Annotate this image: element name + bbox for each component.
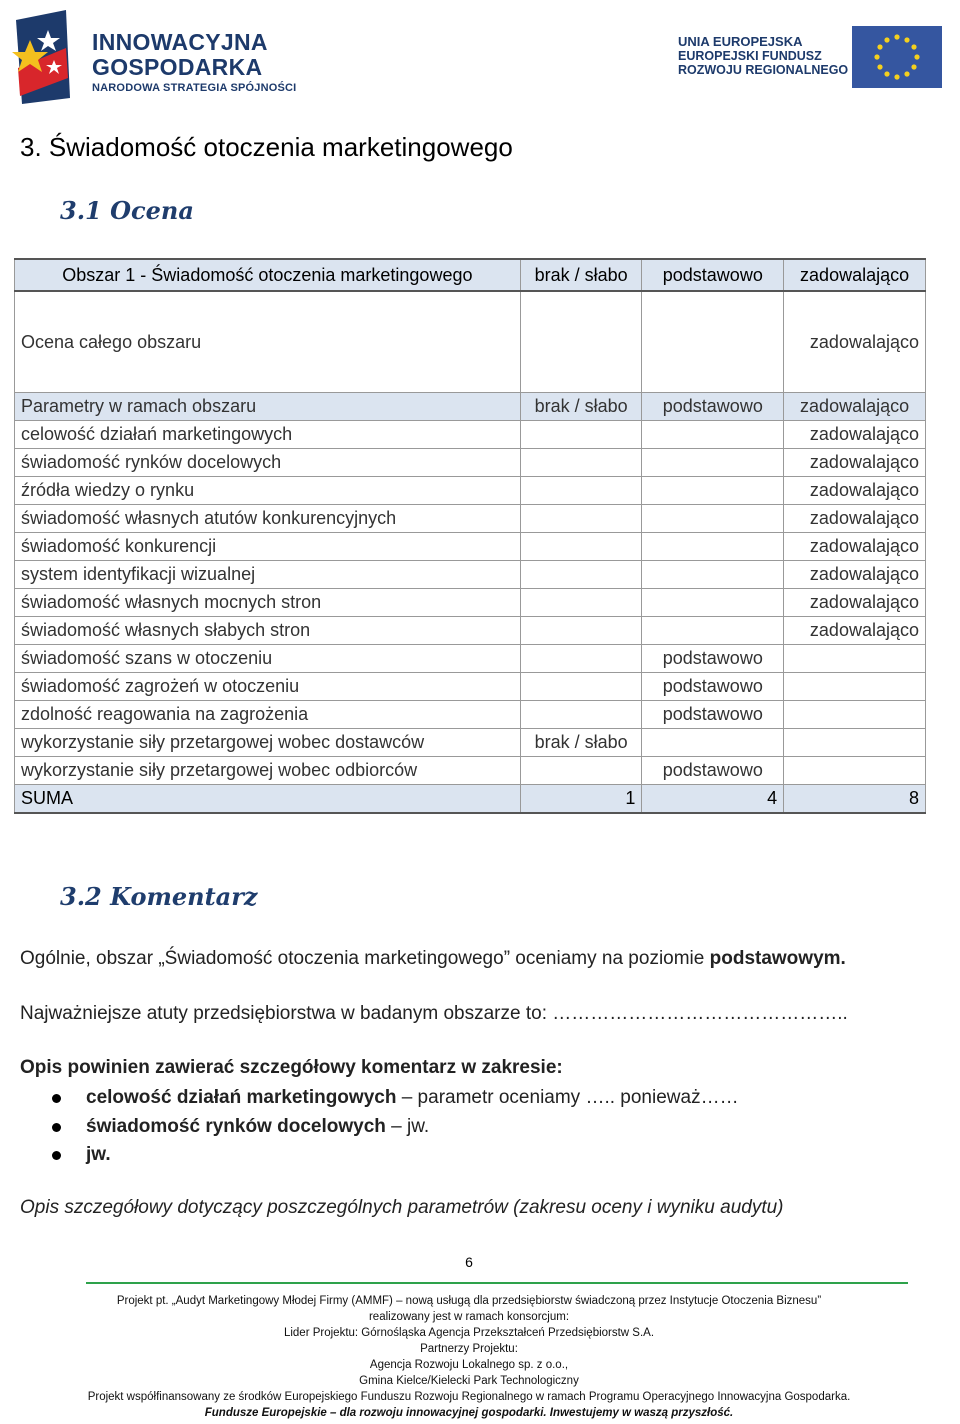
parameter-label: system identyfikacji wizualnej [15, 561, 521, 589]
table-row [15, 757, 926, 785]
comment-bullet-list [48, 1086, 739, 1172]
header-cell: brak / słabo [520, 259, 642, 291]
page-footer [60, 1293, 878, 1421]
page-number: 6 [465, 1254, 473, 1270]
rating-cell: brak / słabo [520, 729, 642, 757]
footer-divider [86, 1282, 908, 1284]
parameter-label: wykorzystanie siły przetargowej wobec dostawców [15, 729, 521, 757]
bullet-bold: celowość działań marketingowych [86, 1087, 397, 1108]
list-item [48, 1086, 739, 1115]
footer-line: Projekt współfinansowany ze środków Europejskiego Funduszu Rozwoju Regionalnego w ramach Programu Operacyjnego Innowacyjna Gospodarka. [87, 1391, 851, 1403]
rating-cell [520, 505, 642, 533]
rating-cell: zadowalająco [784, 617, 926, 645]
list-item [48, 1115, 739, 1144]
sum-value: 8 [784, 785, 926, 814]
parameter-label: świadomość własnych mocnych stron [15, 589, 521, 617]
bullet-text: – parametr oceniamy ….. ponieważ…… [396, 1087, 739, 1108]
rating-cell [642, 505, 784, 533]
rating-cell [520, 645, 642, 673]
eu-logo-text [678, 34, 848, 77]
rating-cell [642, 421, 784, 449]
parameter-label: świadomość własnych atutów konkurencyjnych [15, 505, 521, 533]
footer-line: Partnerzy Projektu: [420, 1343, 518, 1355]
overall-rating-row [15, 291, 926, 393]
header-cell: brak / słabo [520, 393, 642, 421]
section-title: 3. Świadomość otoczenia marketingowego [20, 132, 513, 162]
innowacyjna-gospodarka-logo [8, 8, 308, 106]
eu-fund-logo [662, 18, 946, 98]
rating-cell [520, 757, 642, 785]
eu-flag-icon [852, 26, 942, 88]
rating-cell: zadowalająco [784, 477, 926, 505]
parameters-header-row [15, 393, 926, 421]
header-cell: podstawowo [642, 393, 784, 421]
logo-line: NARODOWA STRATEGIA SPÓJNOŚCI [92, 82, 297, 94]
rating-cell: podstawowo [642, 757, 784, 785]
sum-value: 1 [520, 785, 642, 814]
rating-cell: zadowalająco [784, 533, 926, 561]
subsection-title-ocena: 3.1 Ocena [60, 196, 194, 225]
rating-cell [784, 701, 926, 729]
rating-cell [520, 449, 642, 477]
footer-line: Agencja Rozwoju Lokalnego sp. z o.o., [369, 1359, 569, 1371]
footer-line: realizowany jest w ramach konsorcjum: [368, 1311, 570, 1323]
parameter-label: wykorzystanie siły przetargowej wobec odbiorców [15, 757, 521, 785]
summary-paragraph [20, 948, 846, 970]
table-row [15, 477, 926, 505]
strengths-paragraph: Najważniejsze atuty przedsiębiorstwa w badanym obszarze to: ……………………………………….. [20, 1003, 848, 1024]
footer-line: Fundusze Europejskie – dla rozwoju innowacyjnej gospodarki. Inwestujemy w waszą przyszłość. [204, 1407, 734, 1419]
detailed-description-note: Opis szczegółowy dotyczący poszczególnych parametrów (zakresu oceny i wyniku audytu) [20, 1197, 784, 1218]
rating-cell [642, 477, 784, 505]
parameter-label: zdolność reagowania na zagrożenia [15, 701, 521, 729]
subsection-title-komentarz: 3.2 Komentarz [60, 882, 258, 911]
parameter-label: świadomość własnych słabych stron [15, 617, 521, 645]
table-row [15, 645, 926, 673]
header-cell: podstawowo [642, 259, 784, 291]
rating-cell [520, 673, 642, 701]
eu-logo-line: ROZWOJU REGIONALNEGO [678, 63, 849, 77]
bullet-icon [52, 1094, 61, 1103]
footer-line: Lider Projektu: Górnośląska Agencja Przekształceń Przedsiębiorstw S.A. [283, 1327, 655, 1339]
summary-text: Ogólnie, obszar „Świadomość otoczenia marketingowego” oceniamy na poziomie [20, 948, 710, 969]
table-row [15, 589, 926, 617]
rating-cell [520, 421, 642, 449]
rating-cell: zadowalająco [784, 291, 926, 393]
rating-cell [520, 477, 642, 505]
rating-cell [784, 673, 926, 701]
table-row [15, 729, 926, 757]
rating-cell [520, 617, 642, 645]
bullet-text: – jw. [385, 1115, 430, 1137]
rating-cell: podstawowo [642, 645, 784, 673]
rating-cell [520, 291, 642, 393]
rating-cell: zadowalająco [784, 505, 926, 533]
bullet-icon [52, 1123, 61, 1132]
logo-line: GOSPODARKA [92, 54, 263, 80]
rating-cell [520, 589, 642, 617]
rating-cell: zadowalająco [784, 421, 926, 449]
rating-cell [520, 533, 642, 561]
instructions-heading: Opis powinien zawierać szczegółowy komentarz w zakresie: [20, 1057, 563, 1078]
table-row [15, 617, 926, 645]
rating-cell [642, 729, 784, 757]
logo-wordmark [92, 30, 296, 94]
rating-cell [642, 589, 784, 617]
table-row [15, 449, 926, 477]
parameter-label: świadomość konkurencji [15, 533, 521, 561]
parameter-label: świadomość zagrożeń w otoczeniu [15, 673, 521, 701]
table-row [15, 505, 926, 533]
header-cell: zadowalająco [784, 259, 926, 291]
eu-logo-line: UNIA EUROPEJSKA [678, 34, 803, 49]
table-row [15, 701, 926, 729]
sum-value: 4 [642, 785, 784, 814]
table-row [15, 673, 926, 701]
list-item [48, 1143, 739, 1172]
rating-cell [642, 561, 784, 589]
rating-cell [784, 729, 926, 757]
bullet-icon [52, 1151, 61, 1160]
rating-cell [642, 449, 784, 477]
eu-logo-line: EUROPEJSKI FUNDUSZ [678, 49, 822, 63]
rating-cell [642, 533, 784, 561]
page-header [0, 0, 960, 112]
rating-cell [520, 561, 642, 589]
rating-cell: zadowalająco [784, 589, 926, 617]
assessment-table [14, 258, 926, 814]
header-cell: Parametry w ramach obszaru [15, 393, 521, 421]
header-cell: Obszar 1 - Świadomość otoczenia marketingowego [15, 259, 521, 291]
table-row [15, 533, 926, 561]
rating-cell [642, 291, 784, 393]
sum-label: SUMA [15, 785, 521, 814]
parameter-label: źródła wiedzy o rynku [15, 477, 521, 505]
bullet-bold: jw. [86, 1144, 111, 1165]
sum-row [15, 785, 926, 814]
header-cell: zadowalająco [784, 393, 926, 421]
logo-line: INNOWACYJNA [92, 29, 268, 55]
table-row [15, 421, 926, 449]
parameter-label: celowość działań marketingowych [15, 421, 521, 449]
rating-cell: zadowalająco [784, 561, 926, 589]
row-label: Ocena całego obszaru [15, 291, 521, 393]
rating-cell [520, 701, 642, 729]
rating-cell [642, 617, 784, 645]
table-row [15, 561, 926, 589]
rating-cell [784, 757, 926, 785]
footer-line: Gmina Kielce/Kielecki Park Technologiczny [359, 1375, 579, 1387]
rating-cell: podstawowo [642, 701, 784, 729]
footer-line: Projekt pt. „Audyt Marketingowy Młodej Firmy (AMMF) – nową usługą dla przedsiębiorstw świadczoną przez Instytucje Otoczenia Biznesu” [116, 1295, 822, 1307]
star-flag-icon [8, 8, 88, 106]
rating-cell [784, 645, 926, 673]
parameter-label: świadomość szans w otoczeniu [15, 645, 521, 673]
table-header-row [15, 259, 926, 291]
rating-cell: zadowalająco [784, 449, 926, 477]
rating-cell: podstawowo [642, 673, 784, 701]
parameter-rows [15, 421, 926, 785]
summary-level: podstawowym. [709, 948, 846, 969]
bullet-bold: świadomość rynków docelowych [86, 1115, 386, 1137]
parameter-label: świadomość rynków docelowych [15, 449, 521, 477]
